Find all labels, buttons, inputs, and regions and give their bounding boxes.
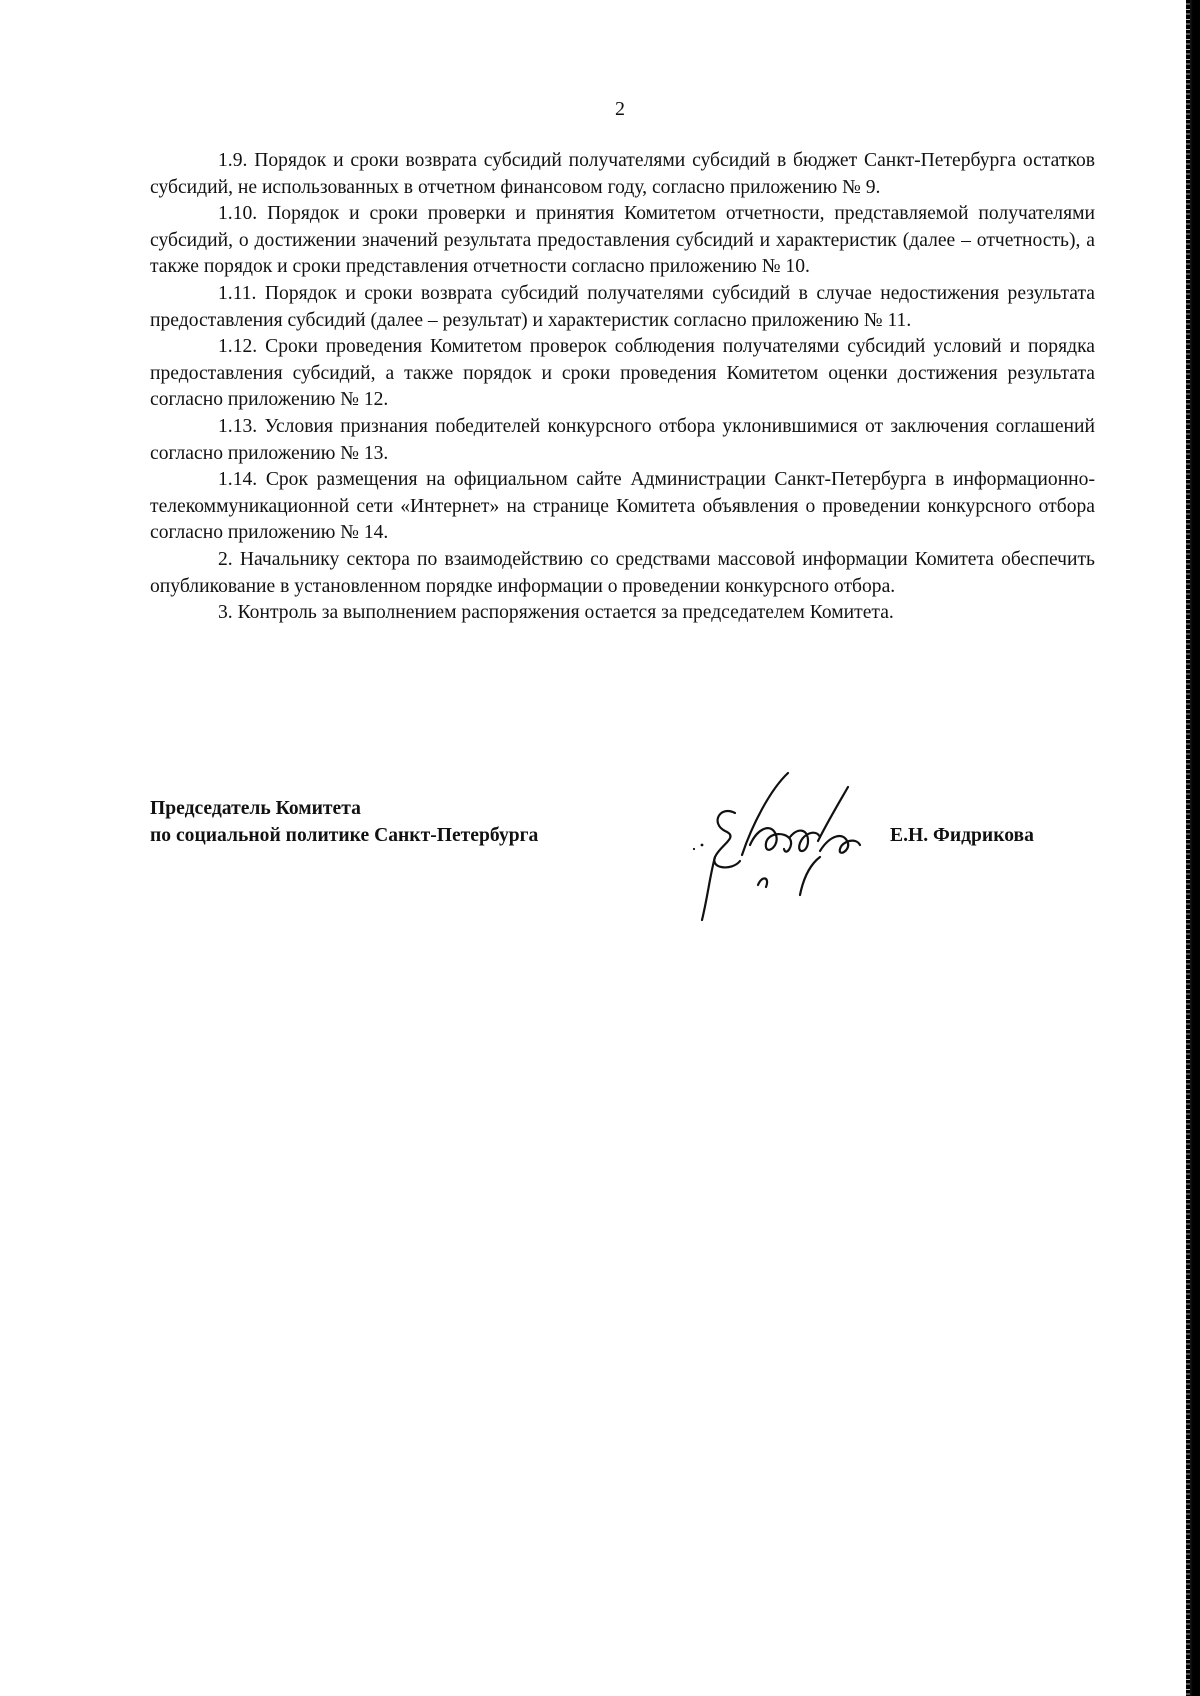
document-body <box>150 148 1095 627</box>
paragraph-2: 2. Начальнику сектора по взаимодействию со средствами массовой информации Комитета обеспечить опубликование в установленном порядке информации о проведении конкурсного отбора. <box>150 548 1095 597</box>
paragraph-1-12: 1.12. Сроки проведения Комитетом проверок соблюдения получателями субсидий условий и порядка предоставления субсидий, а также порядок и сроки проведения Комитетом оценки достижения результата согласно приложению № 12. <box>150 336 1095 411</box>
paragraph-1-11: 1.11. Порядок и сроки возврата субсидий получателями субсидий в случае недостижения результата предоставления субсидий (далее – результат) и характеристик согласно приложению № 11. <box>150 282 1095 331</box>
signatory-position <box>150 795 538 849</box>
paragraph-1-13: 1.13. Условия признания победителей конкурсного отбора уклонившимися от заключения соглашений согласно приложению № 13. <box>150 415 1095 464</box>
page-number: 2 <box>615 98 625 120</box>
scan-edge-texture <box>1186 0 1190 1696</box>
signatory-position-line-1: Председатель Комитета <box>150 798 361 819</box>
paragraph-1-10: 1.10. Порядок и сроки проверки и принятия Комитетом отчетности, представляемой получателями субсидий, о достижении значений результата предоставления субсидий и характеристик (далее – отчетность), а также порядок и сроки представления отчетности согласно приложению № 10. <box>150 203 1095 278</box>
paragraph-3: 3. Контроль за выполнением распоряжения остается за председателем Комитета. <box>218 602 894 624</box>
paragraph-1-14: 1.14. Срок размещения на официальном сайте Администрации Санкт-Петербурга в информационно-телекоммуникационной сети «Интернет» на странице Комитета объявления о проведении конкурсного отбора согласно приложению № 14. <box>150 469 1095 544</box>
signatory-name: Е.Н. Фидрикова <box>890 825 1034 846</box>
handwritten-signature <box>680 765 910 935</box>
paragraph-1-9: 1.9. Порядок и сроки возврата субсидий получателями субсидий в бюджет Санкт-Петербурга остатков субсидий, не использованных в отчетном финансовом году, согласно приложению № 9. <box>150 150 1095 198</box>
signatory-position-line-2: по социальной политике Санкт-Петербурга <box>150 825 539 846</box>
